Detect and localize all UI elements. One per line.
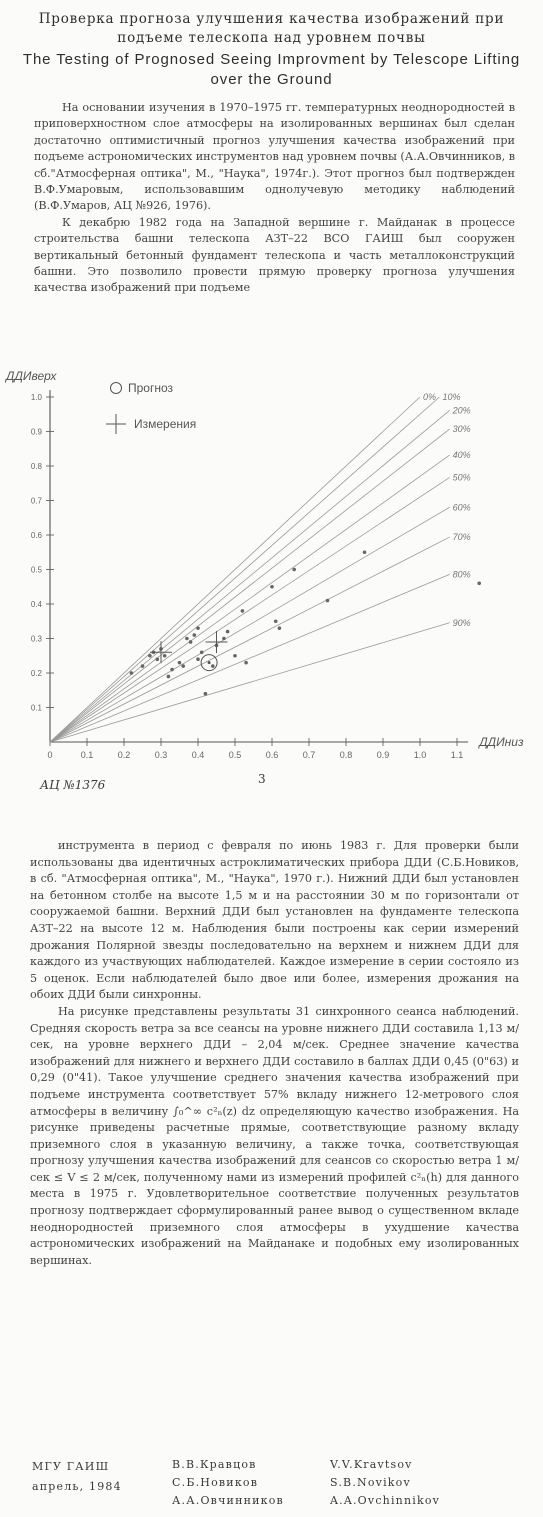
measurement-point [244,661,248,665]
measurement-point [156,657,160,661]
measurement-point [278,626,282,630]
signature-date: апрель, 1984 [32,1480,122,1493]
measurement-point [178,661,182,665]
x-tick-label: 0.7 [302,750,316,760]
page-footer [0,772,543,798]
measurement-point [363,550,367,554]
measurement-point [204,692,208,696]
signature-name-en-2: S.B.Novikov [330,1476,411,1489]
signature-name-ru-2: С.Б.Новиков [172,1476,259,1489]
measurement-point [241,609,245,613]
title-en: The Testing of Prognosed Seeing Improvment by Telescope Lifting over the Ground [22,51,521,88]
x-axis-label: ДДИниз [479,735,524,749]
measurement-point [185,637,189,641]
x-tick-label: 0.3 [154,750,168,760]
x-tick-label: 0.6 [265,750,279,760]
measurement-point [189,640,193,644]
measurement-point [477,582,481,586]
paragraph-intro: На основании изучения в 1970–1975 гг. температурных неоднородностей в приповерхностном слое атмосферы на изолированных вершинах был сделан достаточно оптимистичный прогноз улучшения качества изображений при подъеме астрономических инструментов над уровнем почвы (А.А.Овчинников, в сб."Атмосферная оптика", М., "Наука", 1974г.). Этот прогноз был подтвержден В.Ф.Умаровым, использовавшим однолучевую методику наблюдений (В.Ф.Умаров, АЦ №926, 1976). [34,101,515,213]
y-tick-label: 0.7 [30,496,42,506]
x-tick-label: 1.0 [413,750,427,760]
x-tick-label: 0.4 [191,750,205,760]
reference-line-label: 40% [452,450,471,461]
y-tick-label: 0.2 [30,669,42,678]
x-tick-label: 0.2 [117,750,131,760]
paragraph-maydanak: К декабрю 1982 года на Западной вершине г. Майданак в процессе строительства башни телескопа АЗТ–22 ВСО ГАИШ был сооружен вертикальный бетонный фундамент телескопа и часть металлоконструкций башни. Это позволило провести прямую проверку прогноза улучшения качества изображений при подъеме [34,215,515,295]
reference-line-label: 10% [442,392,461,402]
reference-line-label: 90% [452,617,471,628]
reference-line-label: 30% [452,424,471,435]
signature-name-en-3: A.A.Ovchinnikov [330,1494,441,1507]
measurement-point [196,657,200,661]
measurement-point [326,599,330,603]
prognosis-center [208,661,211,664]
y-tick-label: 0.9 [30,427,42,437]
reference-line-label: 80% [452,569,471,580]
x-tick-label: 0.1 [80,750,94,760]
reference-line [50,455,450,742]
reference-line [50,623,450,742]
measurement-point [170,668,174,672]
legend-label-prognosis: Прогноз [128,381,174,395]
paragraph-method: инструмента в период с февраля по июнь 1983 г. Для проверки были использованы два идентичных астроклиматических прибора ДДИ (С.Б.Новиков, в сб. "Атмосферная оптика", М., "Наука", 1970 г.). Нижний ДДИ был установлен на бетонном столбе на высоте 1,5 м и на расстоянии 30 м по горизонтали от сооружаемой башни. Верхний ДДИ был установлен на фундаменте телескопа АЗТ–22 на высоте 12 м. Наблюдения были построены как серии измерений дрожания Полярной звезды последовательно на верхнем и нижнем ДДИ для каждого из участвующих наблюдателей. Каждое измерение в серии состояло из 5 оценок. Если наблюдателей было двое или более, измерения дрожания на обоих ДДИ были синхронны. [30,839,519,1002]
measurement-point [292,568,296,572]
reference-line-label: 70% [452,532,471,543]
signature-name-ru-3: А.А.Овчинников [172,1494,284,1507]
y-tick-label: 0.6 [30,531,42,540]
x-tick-label: 0 [47,750,53,760]
seeing-chart [0,360,543,780]
legend-circle-symbol [111,383,122,394]
title-ru: Проверка прогноза улучшения качества изображений при подъеме телескопа над уровнем почвы [38,11,505,46]
measurement-point [274,619,278,623]
y-tick-label: 1.0 [30,393,42,402]
measurement-point [130,671,134,675]
y-tick-label: 0.1 [30,703,42,713]
circular-number: АЦ №1376 [40,778,106,792]
measurement-point [200,651,204,655]
paragraph-results: На рисунке представлены результаты 31 синхронного сеанса наблюдений. Средняя скорость ветра за все сеансы на уровне нижнего ДДИ составила 1,13 м/сек, на уровне верхнего ДДИ – 2,04 м/сек. Среднее значение качества изображений для нижнего и верхнего ДДИ составило в баллах ДДИ 0,45 (0"63) и 0,29 (0"41). Такое улучшение среднего значения качества изображений при подъеме инструмента соответствует 57% вкладу нижнего 12-метрового слоя атмосферы в величину ∫₀^∞ c²ₙ(z) dz определяющую качество изображения. На рисунке приведены расчетные прямые, соответствующие разному вкладу приземного слоя в указанную величину, а также точка, соответствующая прогнозу улучшения качества изображений для сеансов со скоростью ветра 1 м/сек ≤ V ≤ 2 м/сек, полученному нами из измерений профилей c²ₙ(h) для данного места в 1975 г. Удовлетворительное соответствие полученных результатов прогнозу подтверждает сформулированный ранее вывод о существенном вкладе неоднородностей приземного слоя атмосферы в ухудшение качества астрономических изображений на Майданаке и подобных ему изолированных вершинах. [30,1004,519,1267]
reference-line [50,397,420,742]
measurement-point [181,664,185,668]
measurement-point [270,585,274,589]
legend-label-measurements: Измерения [134,417,197,431]
measurement-point [222,637,226,641]
measurement-point [193,633,197,637]
y-axis-label: ДДИверх [6,368,57,383]
measurement-point [233,654,237,658]
reference-line [50,477,450,742]
measurement-point [163,654,167,658]
y-tick-label: 0.8 [30,462,42,471]
measurement-point [226,630,230,634]
reference-line-label: 60% [452,502,471,513]
x-tick-label: 0.9 [376,750,390,760]
reference-line [50,537,450,742]
measurement-point [211,664,215,668]
measurement-point [196,626,200,630]
reference-line [50,507,450,742]
signature-block [0,1458,543,1514]
signature-org: МГУ ГАИШ [32,1460,110,1473]
reference-line-label: 50% [452,472,471,483]
signature-name-ru-1: В.В.Кравцов [172,1458,257,1471]
y-tick-label: 0.5 [30,565,42,575]
reference-line [50,410,450,742]
reference-line-label: 20% [452,405,471,416]
reference-line [50,397,439,742]
measurement-point [141,664,145,668]
reference-line [50,429,450,742]
x-tick-label: 0.5 [228,750,242,760]
reference-line [50,574,450,742]
y-tick-label: 0.3 [30,634,42,644]
y-tick-label: 0.4 [30,600,42,609]
x-tick-label: 0.8 [339,750,353,760]
page-number: 3 [258,772,266,786]
measurement-point [148,654,152,658]
measurement-point [167,675,171,679]
reference-line-label: 0% [423,392,437,402]
signature-name-en-1: V.V.Kravtsov [330,1458,413,1471]
x-tick-label: 1.1 [450,750,464,760]
